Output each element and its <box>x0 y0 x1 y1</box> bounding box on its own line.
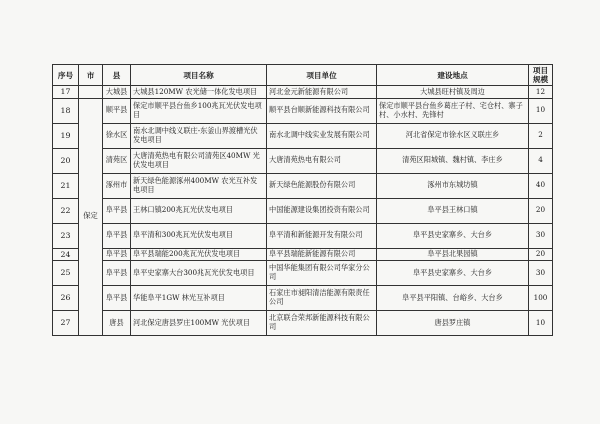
cell-project-name: 阜平史家寨大台300兆瓦光伏发电项目 <box>131 260 267 285</box>
table-row <box>53 285 553 310</box>
cell-seq: 21 <box>53 173 79 198</box>
header-row <box>53 65 553 86</box>
table-row <box>53 248 553 260</box>
cell-project-name: 大城县120MW 农光储一体化发电项目 <box>131 86 267 98</box>
project-table <box>52 64 553 336</box>
table-row <box>53 123 553 148</box>
header-county: 县 <box>103 65 131 86</box>
table-row <box>53 223 553 248</box>
cell-county: 唐县 <box>103 310 131 335</box>
cell-city <box>79 86 103 98</box>
cell-project-name: 南水北调中线义联庄-东釜山界渡槽光伏发电项目 <box>131 123 267 148</box>
cell-project-name: 阜平县瑞能200兆瓦光伏发电项目 <box>131 248 267 260</box>
cell-seq: 18 <box>53 98 79 123</box>
cell-scale: 10 <box>529 310 553 335</box>
document-sheet <box>52 64 552 336</box>
cell-project-name: 华能阜平1GW 林光互补项目 <box>131 285 267 310</box>
cell-site: 河北省保定市徐水区义联庄乡 <box>377 123 529 148</box>
cell-seq: 24 <box>53 248 79 260</box>
cell-project-unit: 新天绿色能源股份有限公司 <box>267 173 377 198</box>
table-row <box>53 310 553 335</box>
cell-project-name: 大唐清苑热电有限公司清苑区40MW 光伏发电项目 <box>131 148 267 173</box>
cell-scale: 12 <box>529 86 553 98</box>
cell-site: 清苑区阳城镇、魏村镇、李庄乡 <box>377 148 529 173</box>
table-row <box>53 198 553 223</box>
cell-county: 阜平县 <box>103 285 131 310</box>
header-site: 建设地点 <box>377 65 529 86</box>
cell-county: 徐水区 <box>103 123 131 148</box>
table-row <box>53 173 553 198</box>
cell-scale: 4 <box>529 148 553 173</box>
cell-site: 阜平县平阳镇、台峪乡、大台乡 <box>377 285 529 310</box>
table-row <box>53 148 553 173</box>
cell-county: 涿州市 <box>103 173 131 198</box>
header-city: 市 <box>79 65 103 86</box>
cell-site: 阜平县史家寨乡、大台乡 <box>377 223 529 248</box>
cell-site: 阜平县王林口镇 <box>377 198 529 223</box>
cell-project-name: 新天绿色能源涿州400MW 农光互补发电项目 <box>131 173 267 198</box>
cell-scale: 20 <box>529 248 553 260</box>
cell-seq: 27 <box>53 310 79 335</box>
cell-project-unit: 石家庄市昶阳清洁能源有限责任公司 <box>267 285 377 310</box>
cell-seq: 23 <box>53 223 79 248</box>
cell-seq: 19 <box>53 123 79 148</box>
cell-project-name: 王林口镇200兆瓦光伏发电项目 <box>131 198 267 223</box>
table-row <box>53 260 553 285</box>
cell-seq: 20 <box>53 148 79 173</box>
cell-project-unit: 阜平清和新能源开发有限公司 <box>267 223 377 248</box>
cell-project-unit: 大唐清苑热电有限公司 <box>267 148 377 173</box>
cell-county: 阜平县 <box>103 260 131 285</box>
cell-seq: 26 <box>53 285 79 310</box>
cell-project-unit: 中国华能集团有限公司华家分公司 <box>267 260 377 285</box>
cell-project-unit: 顺平县台顺新能源科技有限公司 <box>267 98 377 123</box>
cell-project-name: 河北保定唐县罗庄100MW 光伏项目 <box>131 310 267 335</box>
cell-city-merged: 保定 <box>79 98 103 335</box>
cell-site: 涿州市东城坊镇 <box>377 173 529 198</box>
cell-project-unit: 阜平县瑞能新能源有限公司 <box>267 248 377 260</box>
cell-project-unit: 中国能源建设集团投资有限公司 <box>267 198 377 223</box>
cell-site: 大城县旺村镇及周边 <box>377 86 529 98</box>
header-scale: 项目规模 <box>529 65 553 86</box>
cell-site: 阜平县北果园镇 <box>377 248 529 260</box>
cell-county: 阜平县 <box>103 223 131 248</box>
cell-county: 阜平县 <box>103 198 131 223</box>
cell-scale: 10 <box>529 98 553 123</box>
cell-project-unit: 河北金元新能源有限公司 <box>267 86 377 98</box>
cell-project-unit: 南水北调中线实业发展有限公司 <box>267 123 377 148</box>
cell-county: 清苑区 <box>103 148 131 173</box>
cell-project-unit: 北京联合荣邦新能源科技有限公司 <box>267 310 377 335</box>
cell-site: 唐县罗庄镇 <box>377 310 529 335</box>
cell-county: 阜平县 <box>103 248 131 260</box>
cell-seq: 25 <box>53 260 79 285</box>
cell-project-name: 保定市顺平县台鱼乡100兆瓦光伏发电项目 <box>131 98 267 123</box>
cell-scale: 30 <box>529 223 553 248</box>
table-row <box>53 98 553 123</box>
header-project-unit: 项目单位 <box>267 65 377 86</box>
cell-scale: 100 <box>529 285 553 310</box>
cell-project-name: 阜平清和300兆瓦光伏发电项目 <box>131 223 267 248</box>
header-project-name: 项目名称 <box>131 65 267 86</box>
cell-county: 顺平县 <box>103 98 131 123</box>
cell-scale: 30 <box>529 260 553 285</box>
cell-scale: 2 <box>529 123 553 148</box>
cell-site: 阜平县史家寨乡、大台乡 <box>377 260 529 285</box>
cell-seq: 22 <box>53 198 79 223</box>
table-row <box>53 86 553 98</box>
cell-seq: 17 <box>53 86 79 98</box>
cell-scale: 40 <box>529 173 553 198</box>
cell-site: 保定市顺平县台鱼乡葛庄子村、宅仓村、寨子村、小水村、先锋村 <box>377 98 529 123</box>
cell-county: 大城县 <box>103 86 131 98</box>
header-seq: 序号 <box>53 65 79 86</box>
cell-scale: 20 <box>529 198 553 223</box>
